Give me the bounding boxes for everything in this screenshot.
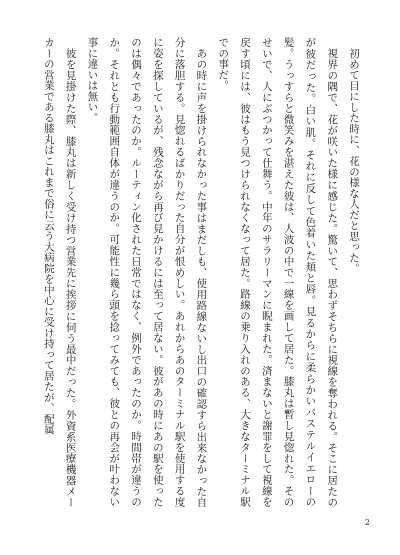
page-number: 2 [364, 518, 370, 527]
paragraph: あの時に声を掛けられなかった事はまだしも、使用路線ないし出口の確認すら出来なかった自分に落胆する。見惚れるばかりだった自分が恨めしい。あれからあのターミナル駅を使用する度に姿を探しているが、残念ながら再び見かけるには至って居ない。彼があの時にあの駅を使ったのは偶々であったのか。ルーティン化された日常ではなく、例外であったのか。時間帯が違うのか。それとも行動範囲自体が違うのか。可能性に幾ら頭を捻ってみても、彼との再会が叶わない事に違いは無い。 [86, 37, 208, 507]
paragraph: 彼を見掛けた際、膝丸は新しく受け持つ営業先に挨拶に伺う最中だった。外資系医療機器メーカーの営業である膝丸はこれまで俗に云う大病院を中心に受け持って居たが、配属 [42, 37, 77, 507]
paragraph: 初めて目にした時に、花の様な人だと思った。 [348, 47, 360, 274]
body-text [32, 37, 364, 507]
paragraph: 視界の隅で、花が咲いた様に感じた。驚いて、思わずそちらに視線を奪われる。そこに居たのが彼だった。白い肌。それに反して色着いた頬と唇。見るからに柔らかいパステルイエローの髪。うっすらと微笑みを湛えた彼は、人波の中で一線を画して居た。膝丸は暫し見惚れた。そのせいで、人にぶつかって仕舞う。中年のサラリーマンに睨まれた。済まないと謝罪をして視線を戻す頃には、彼はもう見つけられなくなって居た。路線の乗り入れのある、大きなターミナル駅での事だ。 [217, 37, 339, 507]
